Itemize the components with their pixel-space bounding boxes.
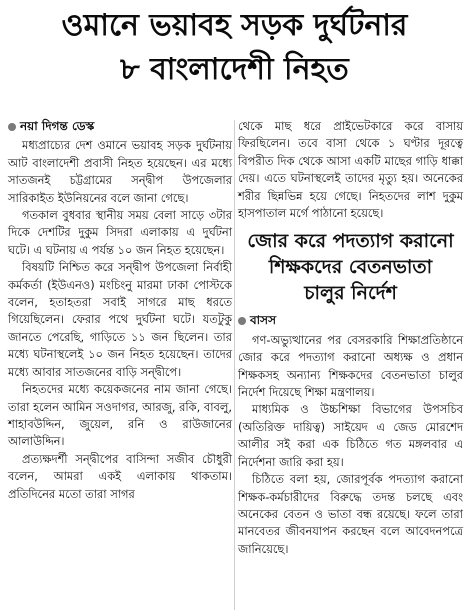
main-headline-line-2: ৮ বাংলাদেশী নিহত <box>120 52 349 87</box>
article-paragraph: নিহতদের মধ্যে কয়েকজনের নাম জানা গেছে। তারা হলেন আমিন সওদাগর, আরজু, রকি, বাবলু, শাহাবউদ্দিন, জুয়েল, রনি ও রাউজানের আলাউদ্দিন। <box>8 382 232 449</box>
article-paragraph: প্রত্যক্ষদর্শী সন্দ্বীপের বাসিন্দা সজীব চৌধুরী বলেন, আমরা একই এলাকায় থাকতাম। প্রতিদিনের মতো তারা সাগর <box>8 451 232 501</box>
byline <box>8 118 232 135</box>
right-article-column <box>238 118 463 558</box>
column-divider <box>234 120 235 610</box>
left-article-column <box>8 118 232 503</box>
byline <box>238 312 463 329</box>
article-paragraph: গণ-অভ্যুত্থানের পর বেসরকারি শিক্ষাপ্রতিষ্ঠানে জোর করে পদত্যাগ করানো অধ্যক্ষ ও প্রধান শিক্ষকসহ অন্যান্য শিক্ষকদের বেতনভাতা চালুর নির্দেশ দিয়েছে শিক্ষা মন্ত্রণালয়। <box>238 332 463 400</box>
byline-text: বাসস <box>250 313 277 328</box>
sub-headline-line-1: জোর করে পদত্যাগ করানো <box>247 230 454 253</box>
bullet-icon <box>8 123 16 131</box>
byline-text: নয়া দিগন্ত ডেস্ক <box>20 119 95 133</box>
main-headline-line-1: ওমানে ভয়াবহ সড়ক দুর্ঘটনার <box>61 8 408 43</box>
continued-paragraph: থেকে মাছ ধরে প্রাইভেটকারে করে বাসায় ফিরছিলেন। তবে বাসা থেকে ১ ঘণ্টার দূরত্বে বিপরীত দিক থেকে আসা একটি মাছের গাড়ি ধাক্কা দেয়। এতে ঘটনাস্থলেই তাদের মৃত্যু হয়। অনেকের শরীর ছিন্নভিন্ন হয়ে গেছে। নিহতদের লাশ দুকুম হাসপাতাল মর্গে পাঠানো হয়েছে। <box>238 119 463 221</box>
article-paragraph: মাধ্যমিক ও উচ্চশিক্ষা বিভাগের উপসচিব (অতিরিক্ত দায়িত্ব) সাইয়েদ এ জেড মোরশেদ আলীর সই করা এক চিঠিতে গত মঙ্গলবার এ নির্দেশনা জারি করা হয়। <box>238 402 463 469</box>
article-paragraph: বিষয়টি নিশ্চিত করে সন্দ্বীপ উপজেলা নির্বাহী কর্মকর্তা (ইউএনও) মংচিংনু মারমা ঢাকা পোস্টকে বলেন, হতাহতরা সবাই সাগরে মাছ ধরতে গিয়েছিলেন। ফেরার পথে দুর্ঘটনা ঘটে। যতটুকু জানতে পেরেছি, গাড়িতে ১১ জন ছিলেন। তার মধ্যে ঘটনাস্থলেই ১০ জন নিহত হয়েছেন। তাদের মধ্যে আবার সাতজনের বাড়ি সন্দ্বীপে। <box>8 260 232 379</box>
sub-headline-line-2: শিক্ষকদের বেতনভাতা <box>268 256 433 279</box>
sub-headline-line-3: চালুর নির্দেশ <box>304 282 397 305</box>
bullet-icon <box>238 317 246 325</box>
sub-headline <box>238 228 463 306</box>
article-paragraph: চিঠিতে বলা হয়, জোরপূর্বক পদত্যাগ করানো শিক্ষক-কর্মচারীদের বিরুদ্ধে তদন্ত চলছে এবং অনেকের বেতন ও ভাতা বন্ধ রয়েছে। ফলে তারা মানবেতর জীবনযাপন করছেন বলে আবেদনপত্রে জানিয়েছে। <box>238 472 463 556</box>
article-paragraph: মধ্যপ্রাচ্যের দেশ ওমানে ভয়াবহ সড়ক দুর্ঘটনায় আট বাংলাদেশী প্রবাসী নিহত হয়েছেন। এর মধ্যে সাতজনই চট্টগ্রামের সন্দ্বীপ উপজেলার সারিকাইত ইউনিয়নের বলে জানা গেছে। <box>8 138 232 205</box>
article-paragraph: গতকাল বুধবার স্থানীয় সময় বেলা সাড়ে ৩টার দিকে দেশটির দুকুম সিদরা এলাকায় এ দুর্ঘটনা ঘটে। এ ঘটনায় এ পর্যন্ত ১০ জন নিহত হয়েছেন। <box>8 208 232 257</box>
